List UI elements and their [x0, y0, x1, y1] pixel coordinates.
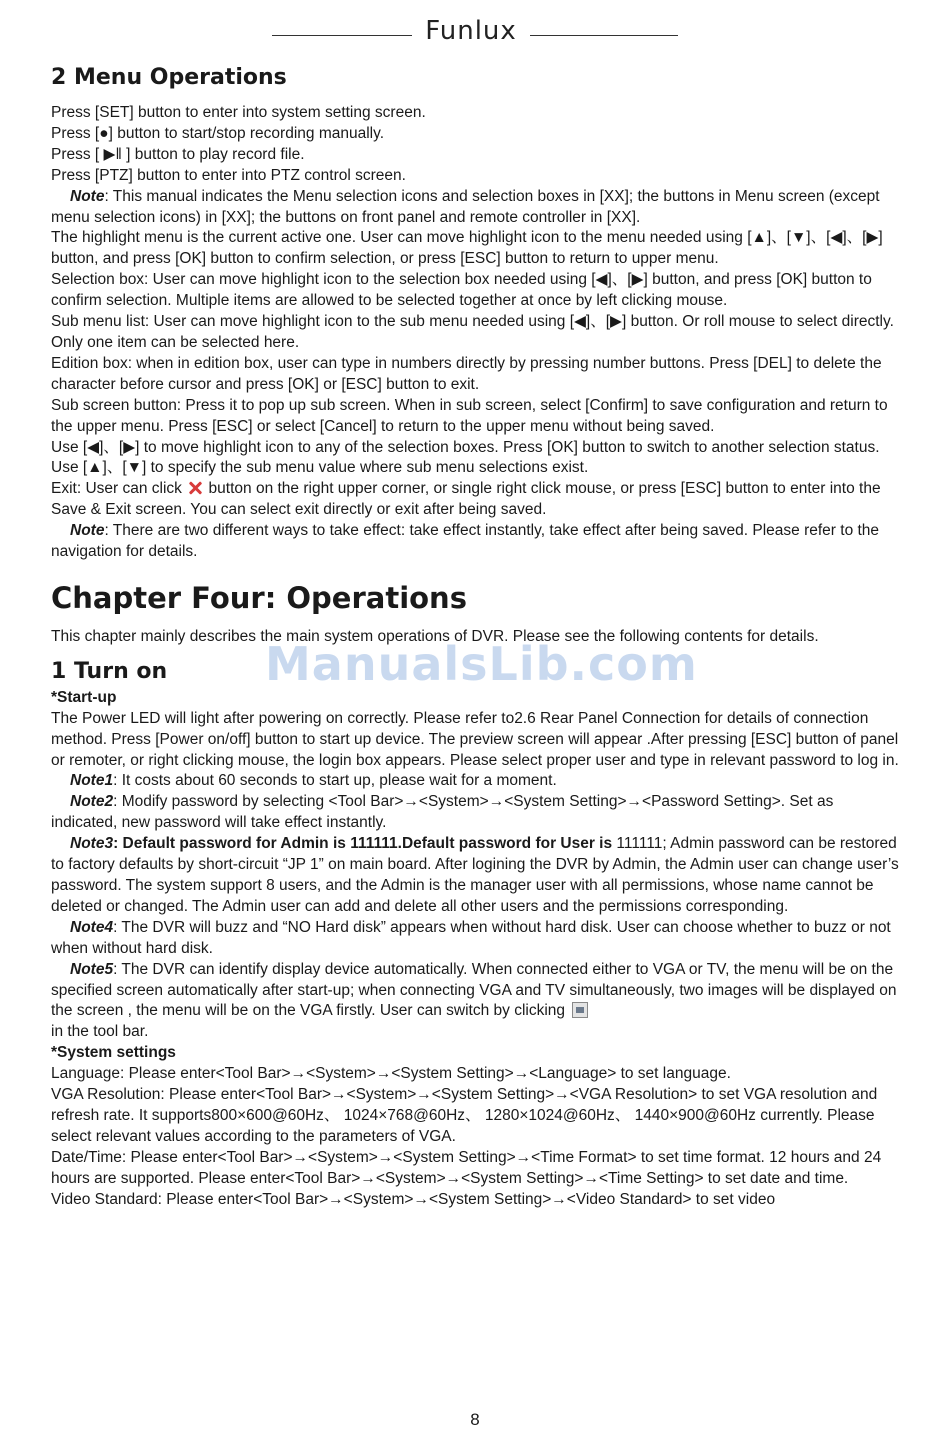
- para-selection-box: Selection box: User can move highlight icon to the selection box needed using [◀]、[▶] button, and press [OK] button to confirm selection. Multiple items are allowed to be selected together at once by left clicking mouse.: [51, 271, 872, 310]
- chapter-intro: This chapter mainly describes the main system operations of DVR. Please see the following contents for details.: [51, 627, 819, 645]
- section-title-menu-operations: 2 Menu Operations: [51, 65, 287, 90]
- note-text: : The DVR can identify display device automatically. When connected either to VGA or TV, the menu will be on the specified screen automatically after start-up; when connecting VGA and TV simultaneously, two images will be displayed on the screen , the menu will be on the VGA firstly. User can switch by clicking: [51, 960, 897, 1020]
- para-start-up: The Power LED will light after powering on correctly. Please refer to2.6 Rear Panel Connection for details of connection method. Press [Power on/off] button to start up device. The preview screen will appear .After pressing [ESC] button of panel or remoter, or right clicking mouse, the login box appears. Please select proper user and type in relevant password to log in.: [51, 709, 899, 769]
- note-menu-icons: [51, 187, 901, 229]
- para-edition-box: Edition box: when in edition box, user can type in numbers directly by pressing number buttons. Press [DEL] to delete the character before cursor and press [OK] or [ESC] button to exit.: [51, 354, 882, 393]
- para-highlight-menu: The highlight menu is the current active one. User can move highlight icon to the menu needed using [▲]、[▼]、[◀]、[▶] button, and press [OK] button to confirm selection, or press [ESC] button to return to upper menu.: [51, 229, 883, 268]
- para-language: Language: Please enter<Tool Bar>→<System>→<System Setting>→<Language> to set language.: [51, 1065, 731, 1083]
- para-video-standard: Video Standard: Please enter<Tool Bar>→<System>→<System Setting>→<Video Standard> to set video: [51, 1190, 776, 1208]
- note-label: Note5: [70, 960, 114, 978]
- note3-default-password: [51, 834, 901, 918]
- section-title-turn-on: 1 Turn on: [51, 658, 168, 684]
- note-label: Note3: [70, 835, 114, 853]
- exit-text-before: Exit: User can click: [51, 480, 182, 498]
- line-set-button: Press [SET] button to enter into system setting screen.: [51, 104, 426, 121]
- header-rule-left: [272, 35, 412, 36]
- para-vga-resolution: VGA Resolution: Please enter<Tool Bar>→<System>→<System Setting>→<VGA Resolution> to set VGA resolution and refresh rate. It supports800×600@60Hz、 1024×768@60Hz、 1280×1024@60Hz、 1440×900@60Hz currently. Please select relevant values according to the parameters of VGA.: [51, 1086, 878, 1145]
- note-text: : Modify password by selecting <Tool Bar>→<System>→<System Setting>→<Password Setting>. Set as indicated, new password will take effect instantly.: [51, 793, 834, 832]
- note-label: Note: [70, 522, 105, 540]
- chapter-title: Chapter Four: Operations: [51, 580, 467, 615]
- note-text: 111111; Admin password can be restored to factory defaults by short-circuit “JP 1” on main board. After logining the DVR by Admin, the Admin user can change user’s password. The system support 8 users, and the Admin is the manager user with all permissions, whose name cannot be deleted or changed. The Admin user can add and delete all other users and the permissions corresponding.: [51, 835, 899, 915]
- page-number: 8: [470, 1410, 480, 1429]
- subheading-start-up: *Start-up: [51, 688, 117, 706]
- note-label: Note4: [70, 918, 114, 936]
- note-text: : There are two different ways to take effect: take effect instantly, take effect after being saved. Please refer to the navigation for details.: [51, 522, 880, 561]
- close-icon: [188, 481, 202, 495]
- para-use-arrows: Use [◀]、[▶] to move highlight icon to any of the selection boxes. Press [OK] button to switch to another selection status. Use [▲]、[▼] to specify the sub menu value where sub menu selections exist.: [51, 438, 880, 477]
- note-text: : It costs about 60 seconds to start up, please wait for a moment.: [113, 772, 557, 790]
- watermark: ManualsLib.com: [265, 637, 698, 691]
- para-exit: [51, 479, 901, 521]
- para-date-time: Date/Time: Please enter<Tool Bar>→<System>→<System Setting>→<Time Format> to set time format. 12 hours and 24 hours are supported. Please enter<Tool Bar>→<System>→<System Setting>→<Time Setting> to set date and time.: [51, 1148, 882, 1187]
- note5-display-device: [51, 960, 901, 1044]
- header-rule-right: [530, 35, 678, 36]
- note4-hard-disk: [51, 918, 901, 960]
- note2-password: [51, 792, 901, 834]
- note-text: : This manual indicates the Menu selection icons and selection boxes in [XX]; the buttons in Menu screen (except menu selection icons) in [XX]; the buttons on front panel and remote controller in [XX].: [51, 187, 880, 226]
- line-record-button: Press [●] button to start/stop recording manually.: [51, 124, 385, 142]
- line-ptz-button: Press [PTZ] button to enter into PTZ control screen.: [51, 166, 406, 184]
- brand-logo: Funlux: [425, 16, 517, 46]
- note-text: : The DVR will buzz and “NO Hard disk” appears when without hard disk. User can choose whether to buzz or not when without hard disk.: [51, 918, 891, 957]
- note-tail: in the tool bar.: [51, 1023, 149, 1041]
- para-sub-screen-button: Sub screen button: Press it to pop up sub screen. When in sub screen, select [Confirm] to save configuration and return to the upper menu. Press [ESC] or select [Cancel] to return to the upper menu without being saved.: [51, 396, 888, 435]
- note-bold-text: : Default password for Admin is 111111.Default password for User is: [113, 835, 613, 853]
- display-switch-icon: [572, 1002, 588, 1018]
- exit-text-after: button on the right upper corner, or single right click mouse, or press [ESC] button to enter into the Save & Exit screen. You can select exit directly or exit after being saved.: [51, 480, 881, 519]
- note-take-effect: [51, 521, 901, 563]
- note-label: Note: [70, 187, 105, 205]
- note-label: Note2: [70, 793, 114, 811]
- note-label: Note1: [70, 772, 114, 790]
- para-sub-menu-list: Sub menu list: User can move highlight icon to the sub menu needed using [◀]、[▶] button. Or roll mouse to select directly. Only one item can be selected here.: [51, 313, 894, 351]
- note1-start-time: [51, 771, 901, 792]
- subheading-system-settings: *System settings: [51, 1044, 176, 1062]
- page-header: [0, 14, 950, 58]
- line-play-button: Press [ ▶‖ ] button to play record file.: [51, 145, 305, 163]
